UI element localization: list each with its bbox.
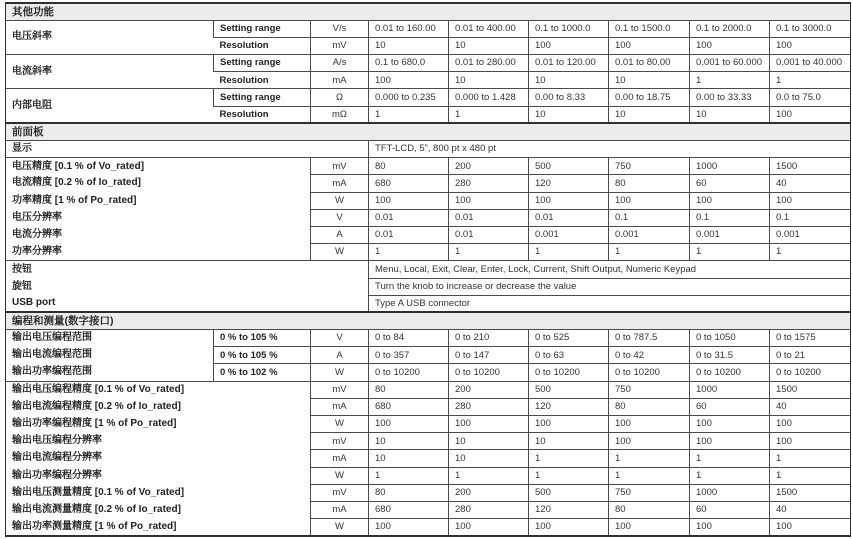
value-cell: 750 xyxy=(609,484,690,501)
spec-table-body xyxy=(6,3,851,536)
row-label: 旋钮 xyxy=(12,280,32,292)
value-cell: 280 xyxy=(449,398,529,415)
value-cell: 10 xyxy=(449,450,529,467)
value-cell: 0.001 xyxy=(529,226,609,243)
value-cell: 0.01 xyxy=(369,209,449,226)
table-row xyxy=(6,398,851,415)
table-row xyxy=(6,519,851,536)
percent-cell: 0 % to 102 % xyxy=(214,364,311,381)
value-cell: 0.00 to 33.33 xyxy=(690,89,770,106)
value-cell: 120 xyxy=(529,501,609,518)
value-cell: 0 to 31.5 xyxy=(690,347,770,364)
unit-cell: W xyxy=(311,519,369,536)
value-cell: 60 xyxy=(690,398,770,415)
unit-cell: A/s xyxy=(311,55,369,72)
value-cell: 10 xyxy=(609,72,690,89)
value-cell: 1 xyxy=(449,244,529,261)
unit-cell: W xyxy=(311,416,369,433)
value-cell: 40 xyxy=(770,501,851,518)
value-cell: 0 to 21 xyxy=(770,347,851,364)
unit-cell: mV xyxy=(311,381,369,398)
value-cell: 1 xyxy=(369,106,449,123)
value-cell: 100 xyxy=(690,37,770,54)
unit-cell: W xyxy=(311,364,369,381)
value-cell: 680 xyxy=(369,501,449,518)
row-label: 电流斜率 xyxy=(6,55,214,89)
value-cell: 1 xyxy=(609,450,690,467)
value-cell: 80 xyxy=(609,175,690,192)
value-cell: 0 to 525 xyxy=(529,330,609,347)
value-cell: 10 xyxy=(609,106,690,123)
row-label: 内部电阻 xyxy=(6,89,214,123)
value-cell: 100 xyxy=(770,37,851,54)
value-cell: 0.1 xyxy=(770,209,851,226)
value-cell: 0 to 84 xyxy=(369,330,449,347)
value-cell: 500 xyxy=(529,158,609,175)
value-cell: 0.001 xyxy=(770,226,851,243)
table-row xyxy=(6,416,851,433)
value-cell: 100 xyxy=(529,519,609,536)
unit-cell: V/s xyxy=(311,20,369,37)
value-cell: 1 xyxy=(369,244,449,261)
sub-label: Setting range xyxy=(214,89,311,106)
row-label: 输出电压编程精度 [0.1 % of Vo_rated] xyxy=(6,381,311,398)
value-cell: 100 xyxy=(770,416,851,433)
unit-cell: mA xyxy=(311,450,369,467)
value-cell: 200 xyxy=(449,381,529,398)
value-cell: 1 xyxy=(529,467,609,484)
unit-cell: A xyxy=(311,347,369,364)
table-row xyxy=(6,89,851,106)
table-row xyxy=(6,55,851,72)
value-cell: 120 xyxy=(529,175,609,192)
value-cell: 1000 xyxy=(690,484,770,501)
value-cell: 60 xyxy=(690,501,770,518)
value-cell: 0 to 1575 xyxy=(770,330,851,347)
value-cell: 0 to 787.5 xyxy=(609,330,690,347)
unit-cell: mA xyxy=(311,398,369,415)
row-label: 输出功率编程范围 xyxy=(12,366,92,378)
value-cell: 80 xyxy=(369,484,449,501)
value-cell: 100 xyxy=(770,433,851,450)
table-row xyxy=(6,467,851,484)
value-cell: 0.01 to 80.00 xyxy=(609,55,690,72)
row-label: 输出电压编程分辨率 xyxy=(12,435,102,447)
value-cell: 1 xyxy=(690,467,770,484)
sub-label: Resolution xyxy=(214,106,311,123)
value-cell: 60 xyxy=(690,175,770,192)
value-cell: 10 xyxy=(529,433,609,450)
row-label: 电流分辨率 xyxy=(12,229,62,241)
table-row xyxy=(6,244,851,261)
value-cell: 1 xyxy=(770,467,851,484)
value-cell: 100 xyxy=(609,433,690,450)
value-cell: 0.1 xyxy=(690,209,770,226)
value-cell: 0 to 10200 xyxy=(609,364,690,381)
section-header: 编程和测量(数字接口) xyxy=(6,312,851,329)
value-cell: 0.01 to 400.00 xyxy=(449,20,529,37)
spec-table xyxy=(5,2,851,537)
value-cell: 120 xyxy=(529,398,609,415)
value-cell: 80 xyxy=(369,158,449,175)
unit-cell: V xyxy=(311,330,369,347)
value-cell: 1 xyxy=(690,450,770,467)
value-cell: 0.1 to 1500.0 xyxy=(609,20,690,37)
unit-cell: mA xyxy=(311,175,369,192)
value-cell: 100 xyxy=(609,37,690,54)
table-row xyxy=(6,20,851,37)
row-label: 输出电流编程精度 [0.2 % of Io_rated] xyxy=(12,400,181,412)
value-cell: 100 xyxy=(770,106,851,123)
value-cell: 0 to 357 xyxy=(369,347,449,364)
value-cell: 0 to 10200 xyxy=(449,364,529,381)
value-cell: 0.01 to 160.00 xyxy=(369,20,449,37)
unit-cell: mV xyxy=(311,158,369,175)
value-cell: 1 xyxy=(529,244,609,261)
value-cell: 1 xyxy=(449,106,529,123)
unit-cell: mV xyxy=(311,484,369,501)
table-row xyxy=(6,209,851,226)
sub-label: Setting range xyxy=(214,20,311,37)
value-cell: 1500 xyxy=(770,484,851,501)
table-row xyxy=(6,450,851,467)
value-cell: 200 xyxy=(449,158,529,175)
value-cell: 1 xyxy=(690,244,770,261)
value-cell: 200 xyxy=(449,484,529,501)
row-label: 功率精度 [1 % of Po_rated] xyxy=(12,194,137,206)
value-cell: 0.01 xyxy=(449,226,529,243)
value-cell: 100 xyxy=(529,192,609,209)
value-cell: 1 xyxy=(609,244,690,261)
value-cell: 40 xyxy=(770,175,851,192)
value-cell: 500 xyxy=(529,484,609,501)
value-cell: 0.1 to 2000.0 xyxy=(690,20,770,37)
table-row xyxy=(6,158,851,175)
row-label: 输出功率编程分辨率 xyxy=(12,469,102,481)
value-cell: 1500 xyxy=(770,381,851,398)
value-cell: 0.001 xyxy=(609,226,690,243)
percent-cell: 0 % to 105 % xyxy=(214,347,311,364)
full-value-cell: TFT-LCD, 5”, 800 pt x 480 pt xyxy=(369,141,851,158)
value-cell: 10 xyxy=(369,37,449,54)
value-cell: 100 xyxy=(369,519,449,536)
unit-cell: mV xyxy=(311,37,369,54)
value-cell: 0 to 63 xyxy=(529,347,609,364)
table-row xyxy=(6,123,851,140)
value-cell: 0 to 42 xyxy=(609,347,690,364)
value-cell: 100 xyxy=(369,416,449,433)
value-cell: 100 xyxy=(690,519,770,536)
value-cell: 0.0 to 75.0 xyxy=(770,89,851,106)
value-cell: 0.1 to 680.0 xyxy=(369,55,449,72)
table-row xyxy=(6,3,851,20)
value-cell: 0.001 xyxy=(690,226,770,243)
table-row xyxy=(6,312,851,329)
table-row xyxy=(6,295,851,312)
value-cell: 750 xyxy=(609,381,690,398)
value-cell: 100 xyxy=(690,416,770,433)
value-cell: 0.00 to 18.75 xyxy=(609,89,690,106)
value-cell: 680 xyxy=(369,175,449,192)
row-label: 电压精度 [0.1 % of Vo_rated] xyxy=(6,158,311,175)
unit-cell: W xyxy=(311,244,369,261)
percent-cell: 0 % to 105 % xyxy=(214,330,311,347)
value-cell: 0.00 to 8.33 xyxy=(529,89,609,106)
full-value-cell: Menu, Local, Exit, Clear, Enter, Lock, Current, Shift Output, Numeric Keypad xyxy=(369,261,851,278)
value-cell: 1000 xyxy=(690,158,770,175)
value-cell: 40 xyxy=(770,398,851,415)
value-cell: 1 xyxy=(449,467,529,484)
value-cell: 1 xyxy=(690,72,770,89)
row-label: 按钮 xyxy=(6,261,369,278)
table-row xyxy=(6,330,851,347)
value-cell: 100 xyxy=(449,192,529,209)
row-label: 输出功率编程精度 [1 % of Po_rated] xyxy=(12,418,177,430)
value-cell: 100 xyxy=(449,416,529,433)
row-label: 输出电流编程分辨率 xyxy=(12,452,102,464)
row-label: 输出电压编程范围 xyxy=(6,330,214,347)
value-cell: 0.1 to 3000.0 xyxy=(770,20,851,37)
unit-cell: mA xyxy=(311,501,369,518)
value-cell: 0 to 10200 xyxy=(369,364,449,381)
value-cell: 1 xyxy=(770,450,851,467)
table-row xyxy=(6,175,851,192)
value-cell: 0.000 to 0.235 xyxy=(369,89,449,106)
value-cell: 0.01 xyxy=(369,226,449,243)
table-row xyxy=(6,484,851,501)
value-cell: 1 xyxy=(770,72,851,89)
value-cell: 100 xyxy=(529,37,609,54)
value-cell: 750 xyxy=(609,158,690,175)
value-cell: 100 xyxy=(609,416,690,433)
value-cell: 100 xyxy=(449,519,529,536)
value-cell: 10 xyxy=(449,37,529,54)
value-cell: 10 xyxy=(449,433,529,450)
value-cell: 10 xyxy=(529,72,609,89)
unit-cell: W xyxy=(311,467,369,484)
value-cell: 0 to 1050 xyxy=(690,330,770,347)
value-cell: 100 xyxy=(770,192,851,209)
value-cell: 680 xyxy=(369,398,449,415)
row-label: 电压分辨率 xyxy=(12,211,62,223)
value-cell: 80 xyxy=(369,381,449,398)
value-cell: 0.001 to 40.000 xyxy=(770,55,851,72)
unit-cell: A xyxy=(311,226,369,243)
value-cell: 10 xyxy=(369,433,449,450)
value-cell: 80 xyxy=(609,398,690,415)
unit-cell: mΩ xyxy=(311,106,369,123)
row-label: 功率分辨率 xyxy=(12,245,62,257)
value-cell: 100 xyxy=(609,519,690,536)
value-cell: 1500 xyxy=(770,158,851,175)
row-label: 输出电流测量精度 [0.2 % of Io_rated] xyxy=(12,504,181,516)
value-cell: 0 to 10200 xyxy=(770,364,851,381)
value-cell: 100 xyxy=(529,416,609,433)
value-cell: 10 xyxy=(369,450,449,467)
value-cell: 0 to 10200 xyxy=(690,364,770,381)
value-cell: 100 xyxy=(369,72,449,89)
unit-cell: W xyxy=(311,192,369,209)
table-row xyxy=(6,347,851,364)
value-cell: 100 xyxy=(690,433,770,450)
row-label: 输出功率测量精度 [1 % of Po_rated] xyxy=(12,520,177,532)
value-cell: 0.01 to 120.00 xyxy=(529,55,609,72)
value-cell: 100 xyxy=(690,192,770,209)
row-label: 显示 xyxy=(6,141,369,158)
table-row xyxy=(6,433,851,450)
value-cell: 0.1 xyxy=(609,209,690,226)
value-cell: 0.01 xyxy=(449,209,529,226)
value-cell: 10 xyxy=(529,106,609,123)
table-row xyxy=(6,261,851,278)
value-cell: 280 xyxy=(449,501,529,518)
value-cell: 0.01 to 280.00 xyxy=(449,55,529,72)
table-row xyxy=(6,192,851,209)
value-cell: 500 xyxy=(529,381,609,398)
table-row xyxy=(6,501,851,518)
value-cell: 0.01 xyxy=(529,209,609,226)
value-cell: 0.000 to 1.428 xyxy=(449,89,529,106)
value-cell: 80 xyxy=(609,501,690,518)
value-cell: 100 xyxy=(369,192,449,209)
unit-cell: mA xyxy=(311,72,369,89)
value-cell: 0 to 210 xyxy=(449,330,529,347)
unit-cell: V xyxy=(311,209,369,226)
value-cell: 100 xyxy=(770,519,851,536)
section-header: 前面板 xyxy=(6,123,851,140)
row-label: 输出电流编程范围 xyxy=(12,349,92,361)
table-row xyxy=(6,141,851,158)
row-label: 电压斜率 xyxy=(6,20,214,54)
table-row xyxy=(6,278,851,295)
sub-label: Resolution xyxy=(214,72,311,89)
value-cell: 1 xyxy=(529,450,609,467)
value-cell: 10 xyxy=(449,72,529,89)
value-cell: 0 to 147 xyxy=(449,347,529,364)
value-cell: 0.1 to 1000.0 xyxy=(529,20,609,37)
value-cell: 1 xyxy=(369,467,449,484)
table-row xyxy=(6,226,851,243)
value-cell: 1 xyxy=(770,244,851,261)
unit-cell: mV xyxy=(311,433,369,450)
full-value-cell: Type A USB connector xyxy=(369,295,851,312)
value-cell: 1000 xyxy=(690,381,770,398)
row-label: 电流精度 [0.2 % of Io_rated] xyxy=(12,177,141,189)
row-label: 输出电压测量精度 [0.1 % of Vo_rated] xyxy=(12,486,185,498)
section-header: 其他功能 xyxy=(6,3,851,20)
value-cell: 1 xyxy=(609,467,690,484)
unit-cell: Ω xyxy=(311,89,369,106)
value-cell: 280 xyxy=(449,175,529,192)
table-row xyxy=(6,381,851,398)
row-label: USB port xyxy=(12,297,56,309)
full-value-cell: Turn the knob to increase or decrease the value xyxy=(369,278,851,295)
value-cell: 0.001 to 60.000 xyxy=(690,55,770,72)
value-cell: 10 xyxy=(690,106,770,123)
table-row xyxy=(6,364,851,381)
sub-label: Setting range xyxy=(214,55,311,72)
sub-label: Resolution xyxy=(214,37,311,54)
value-cell: 0 to 10200 xyxy=(529,364,609,381)
value-cell: 100 xyxy=(609,192,690,209)
